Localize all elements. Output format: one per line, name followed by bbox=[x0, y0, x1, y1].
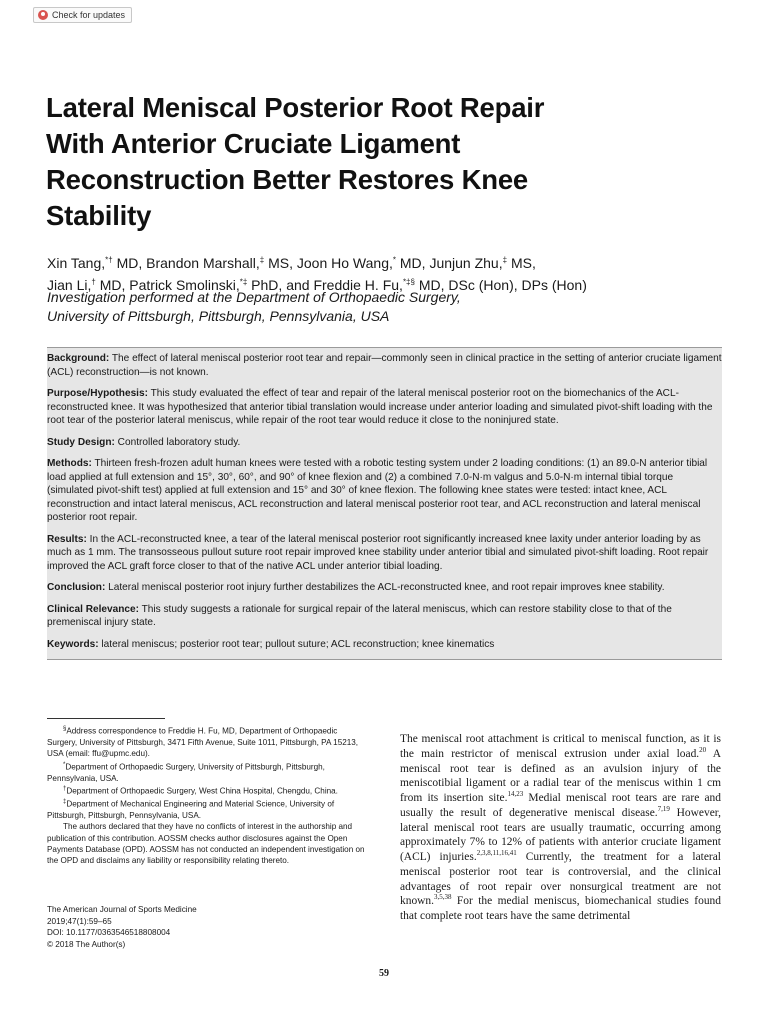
abstract-background: Background: The effect of lateral meniscal posterior root tear and repair—commonly seen in clinical practice in the setting of anterior cruciate ligament (ACL) reconstruction—is not known. bbox=[47, 353, 722, 378]
abstract-methods: Methods: Thirteen fresh-frozen adult human knees were tested with a robotic testing system under 2 loading conditions: (1) an 89.0-N anterior tibial load applied at full extension and 15°, 30°, 60°, and 90° of knee flexion and (2) a combined 7.0-N·m valgus and 5.0-N·m internal tibial torque (simulated pivot-shift test) applied at full extension and 15° and 30° of knee flexion. The following knee states were tested: intact knee, ACL reconstruction and intact lateral meniscus, ACL reconstruction and lateral meniscal posterior root tear, and ACL reconstruction and lateral meniscal posterior root repair. bbox=[47, 458, 708, 523]
author: Junjun Zhu,‡ MS, bbox=[429, 254, 536, 271]
author: Patrick Smolinski,*‡ PhD, and bbox=[129, 277, 314, 294]
footnote-conflicts: The authors declared that they have no conflicts of interest in the authorship and publication of this contribution. AOSSM checks author disclosures against the Open Payments Database (OPD). AOSSM has not conducted an independent investigation on the OPD and disclaims any liability or responsibility relating thereto. bbox=[47, 822, 365, 866]
article-title: Lateral Meniscal Posterior Root Repair With Anterior Cruciate Ligament Reconstruction Better Restores Knee Stability bbox=[46, 92, 545, 231]
citation[interactable]: 2,3,8,11,16,41 bbox=[476, 849, 517, 858]
footnotes bbox=[47, 724, 369, 866]
affiliation bbox=[47, 288, 727, 326]
abstract-results: Results: In the ACL-reconstructed knee, a tear of the lateral meniscal posterior root significantly increased knee laxity under anterior loading by as much as 1 mm. The transosseous pullout suture root repair improved knee stability under anterior tibial and simulated pivot-shift loading. Root repair improved the ACL graft force closer to that of the native ACL under anterior tibial loading. bbox=[47, 533, 709, 572]
footnote-correspondence: §Address correspondence to Freddie H. Fu, MD, Department of Orthopaedic Surgery, University of Pittsburgh, 3471 Fifth Avenue, Suite 1011, Pittsburgh, PA 15213, USA (email: ffu@upmc.edu). bbox=[47, 726, 359, 759]
affiliation-line: Investigation performed at the Department of Orthopaedic Surgery, bbox=[47, 289, 461, 305]
author: Brandon Marshall,‡ MS, bbox=[146, 254, 297, 271]
abstract-conclusion: Conclusion: Lateral meniscal posterior root injury further destabilizes the ACL-reconstructed knee, and root repair improves knee stability. bbox=[47, 582, 665, 593]
check-for-updates-badge[interactable] bbox=[33, 7, 132, 23]
footnote-affiliation: †Department of Orthopaedic Surgery, West China Hospital, Chengdu, China. bbox=[63, 785, 338, 796]
journal-volume: 2019;47(1):59–65 bbox=[47, 916, 112, 926]
footnote-affiliation: ‡Department of Mechanical Engineering and Material Science, University of Pittsburgh, Pittsburgh, Pennsylvania, USA. bbox=[47, 798, 335, 820]
citation[interactable]: 20 bbox=[699, 745, 707, 754]
citation[interactable]: 7,19 bbox=[657, 804, 670, 813]
citation[interactable]: 3,5,38 bbox=[434, 893, 452, 902]
citation[interactable]: 14,23 bbox=[507, 790, 524, 799]
abstract-study-design: Study Design: Controlled laboratory study. bbox=[47, 436, 241, 448]
abstract-purpose: Purpose/Hypothesis: This study evaluated the effect of tear and repair of the lateral meniscal posterior root on the biomechanics of the ACL-reconstructed knee. It was hypothesized that anterior tibial translation would increase under anterior loading and simulated pivot-shift loading with the root tear of the posterior lateral meniscus, while repair of the root tear would reduce it close to the noninjured state. bbox=[47, 388, 713, 426]
author: Joon Ho Wang,* MD, bbox=[296, 254, 430, 271]
author: Xin Tang,*† MD, bbox=[47, 254, 147, 271]
abstract-box bbox=[47, 347, 722, 660]
author: Freddie H. Fu,*‡§ MD, DSc (Hon), DPs (Hon) bbox=[313, 277, 587, 294]
abstract-clinical-relevance: Clinical Relevance: This study suggests a rationale for surgical repair of the lateral meniscus, which can restore stability close to that of the premeniscal injury state. bbox=[47, 603, 672, 628]
journal-info bbox=[47, 904, 369, 950]
update-icon bbox=[38, 10, 48, 20]
journal-doi[interactable]: DOI: 10.1177/0363546518808004 bbox=[47, 928, 171, 938]
footnote-divider bbox=[47, 718, 165, 719]
journal-copyright: © 2018 The Author(s) bbox=[47, 939, 126, 949]
affiliation-line: University of Pittsburgh, Pittsburgh, Pennsylvania, USA bbox=[47, 308, 390, 324]
page-number: 59 bbox=[379, 968, 389, 979]
footnote-affiliation: *Department of Orthopaedic Surgery, University of Pittsburgh, Pittsburgh, Pennsylvania, USA. bbox=[47, 761, 325, 783]
check-for-updates-label: Check for updates bbox=[52, 10, 126, 20]
author: Jian Li,† MD, bbox=[47, 277, 130, 294]
body-paragraph: The meniscal root attachment is critical to meniscal function, as it is the main restrictor of meniscal extrusion under axial load.$^{20}$ A meniscal root tear is defined as an avulsion injury of the meniscotibial ligament or a radial tear of the meniscus within 1 cm from its insertion site.$^{14,23}$ Medial meniscal root tears are rare and usually the result of degenerative meniscal disease.$^{7,19}$ However, lateral meniscal root tears are usually traumatic, occurring among approximately 7% to 12% of patients with anterior cruciate ligament (ACL) injuries.$^{2,3,8,11,16,41}$ Currently, the treatment for a lateral meniscal posterior root tear is controversial, and the clinical advantages of root repair over nonsurgical treatment are not known.$^{3,5,38}$ For the medial meniscus, biomechanical studies found that complete root tears have the same detrimental bbox=[400, 733, 721, 922]
abstract-keywords: Keywords: lateral meniscus; posterior root tear; pullout suture; ACL reconstruction; knee kinematics bbox=[47, 638, 495, 650]
journal-name: The American Journal of Sports Medicine bbox=[47, 905, 197, 914]
